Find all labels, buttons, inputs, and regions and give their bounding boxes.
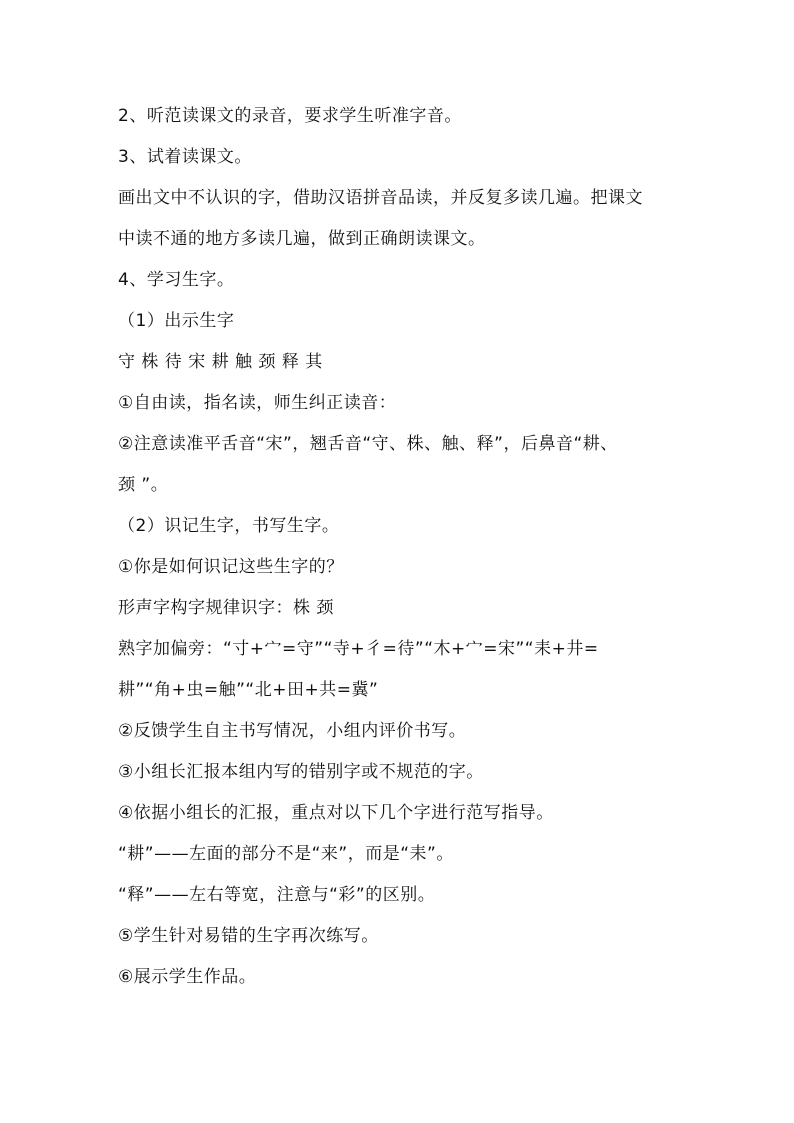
paragraph-line-2: 中读不通的地方多读几遍，做到正确朗读课文。 <box>118 229 486 249</box>
item-pronunciation-note-cont: 颈 ”。 <box>118 475 169 495</box>
item-radical-addition: 熟字加偏旁：“寸+宀=守”“寺+彳=待”“木+宀=宋”“耒+井= <box>118 639 599 659</box>
new-characters-list: 守 株 待 宋 耕 触 颈 释 其 <box>118 352 323 372</box>
note-shi: “释”——左右等宽，注意与“彩”的区别。 <box>118 885 436 905</box>
document-body <box>118 96 680 998</box>
paragraph-line-1: 画出文中不认识的字，借助汉语拼音品读，并反复多读几遍。把课文 <box>118 188 643 208</box>
item-free-reading: ①自由读，指名读，师生纠正读音： <box>118 393 397 413</box>
item-how-memorize: ①你是如何识记这些生字的？ <box>118 557 344 577</box>
substep-2-memorize-write: （2）识记生字，书写生字。 <box>118 516 340 536</box>
item-model-writing: ④依据小组长的汇报，重点对以下几个字进行范写指导。 <box>118 803 554 823</box>
item-pronunciation-note: ②注意读准平舌音“宋”，翘舌音“守、株、触、释”，后鼻音“耕、 <box>118 434 618 454</box>
substep-1-show-characters: （1）出示生字 <box>118 311 235 331</box>
item-group-report: ③小组长汇报本组内写的错别字或不规范的字。 <box>118 762 484 782</box>
item-show-works: ⑥展示学生作品。 <box>118 967 257 987</box>
step-3-try-reading: 3、试着读课文。 <box>118 147 252 167</box>
item-feedback: ②反馈学生自主书写情况，小组内评价书写。 <box>118 721 467 741</box>
item-phono-semantic: 形声字构字规律识字：株 颈 <box>118 598 334 618</box>
item-practice-again: ⑤学生针对易错的生字再次练写。 <box>118 926 379 946</box>
item-radical-addition-cont: 耕”“角+虫=触”“北+田+共=冀” <box>118 680 379 700</box>
note-geng: “耕”——左面的部分不是“来”，而是“耒”。 <box>118 844 454 864</box>
step-2-listen: 2、听范读课文的录音，要求学生听准字音。 <box>118 106 462 126</box>
step-4-learn-characters: 4、学习生字。 <box>118 270 235 290</box>
